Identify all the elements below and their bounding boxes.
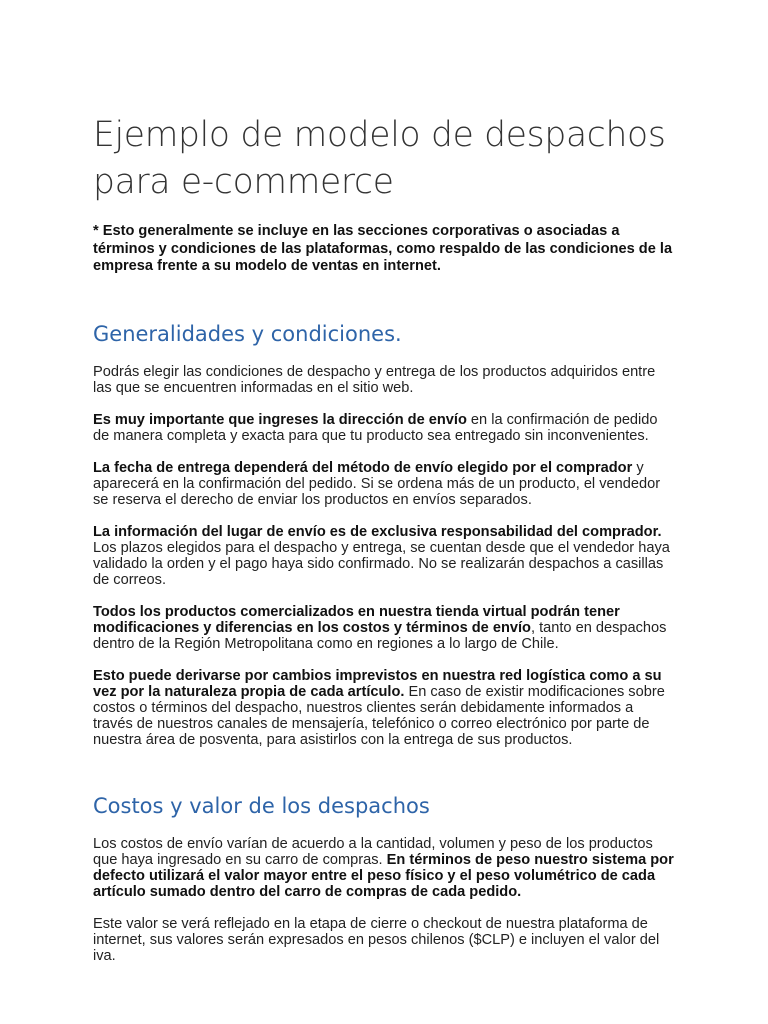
paragraph-bold-text: La información del lugar de envío es de exclusiva responsabilidad del comprador. <box>93 523 662 540</box>
paragraph-text: Los costos de envío varían de acuerdo a la cantidad, volumen y peso de los productos que haya ingresado en su carro de compras. <box>93 835 653 868</box>
section-heading-generalidades: Generalidades y condiciones. <box>93 321 402 346</box>
paragraph-direccion-envio <box>93 412 677 444</box>
paragraph-costos-envio <box>93 836 677 900</box>
paragraph-text: En caso de existir modificaciones sobre costos o términos del despacho, nuestros clientes serán debidamente informados a través de nuestros canales de mensajería, telefónico o correo electrónico por parte de nuestra área de posventa, para asistirlos con la entrega de sus productos. <box>93 683 665 748</box>
section-spacer <box>93 764 677 792</box>
paragraph-bold-text: En términos de peso nuestro sistema por defecto utilizará el valor mayor entre el peso físico y el peso volumétrico de cada artículo sumado dentro del carro de compras de cada pedido. <box>93 851 674 900</box>
paragraph-text: en la confirmación de pedido de manera completa y exacta para que tu producto sea entregado sin inconvenientes. <box>93 411 658 444</box>
paragraph-modificaciones-costos <box>93 604 677 652</box>
paragraph-fecha-entrega <box>93 460 677 508</box>
paragraph-checkout: Este valor se verá reflejado en la etapa de cierre o checkout de nuestra plataforma de internet, sus valores serán expresados en pesos chilenos ($CLP) e incluyen el valor del iva. <box>93 915 660 964</box>
paragraph-bold-text: Es muy importante que ingreses la dirección de envío <box>93 411 467 428</box>
paragraph-condiciones-despacho: Podrás elegir las condiciones de despacho y entrega de los productos adquiridos entre las que se encuentren informadas en el sitio web. <box>93 363 656 396</box>
intro-note: * Esto generalmente se incluye en las secciones corporativas o asociadas a términos y condiciones de las plataformas, como respaldo de las condiciones de la empresa frente a su modelo de ventas en internet. <box>93 223 673 274</box>
paragraph-red-logistica <box>93 668 677 748</box>
paragraph-lugar-envio <box>93 524 677 588</box>
paragraph-text: y aparecerá en la confirmación del pedido. Si se ordena más de un producto, el vendedor se reserva el derecho de enviar los productos en envíos separados. <box>93 459 661 508</box>
paragraph-text: , tanto en despachos dentro de la Región Metropolitana como en regiones a lo largo de Chile. <box>93 619 667 652</box>
paragraph-bold-text: Todos los productos comercializados en nuestra tienda virtual podrán tener modificaciones y diferencias en los costos y términos de envío <box>93 603 620 636</box>
paragraph-bold-text: Esto puede derivarse por cambios imprevistos en nuestra red logística como a su vez por la naturaleza propia de cada artículo. <box>93 667 662 700</box>
document-title-line-1: Ejemplo de modelo de despachos <box>93 115 666 155</box>
document-page <box>93 112 677 980</box>
document-title-line-2: para e-commerce <box>93 162 394 202</box>
paragraph-bold-text: La fecha de entrega dependerá del método de envío elegido por el comprador <box>93 459 633 476</box>
section-heading-costos: Costos y valor de los despachos <box>93 793 430 818</box>
document-title <box>93 112 677 206</box>
paragraph-text: Los plazos elegidos para el despacho y entrega, se cuentan desde que el vendedor haya validado la orden y el pago haya sido confirmado. No se realizarán despachos a casillas de correos. <box>93 539 670 588</box>
